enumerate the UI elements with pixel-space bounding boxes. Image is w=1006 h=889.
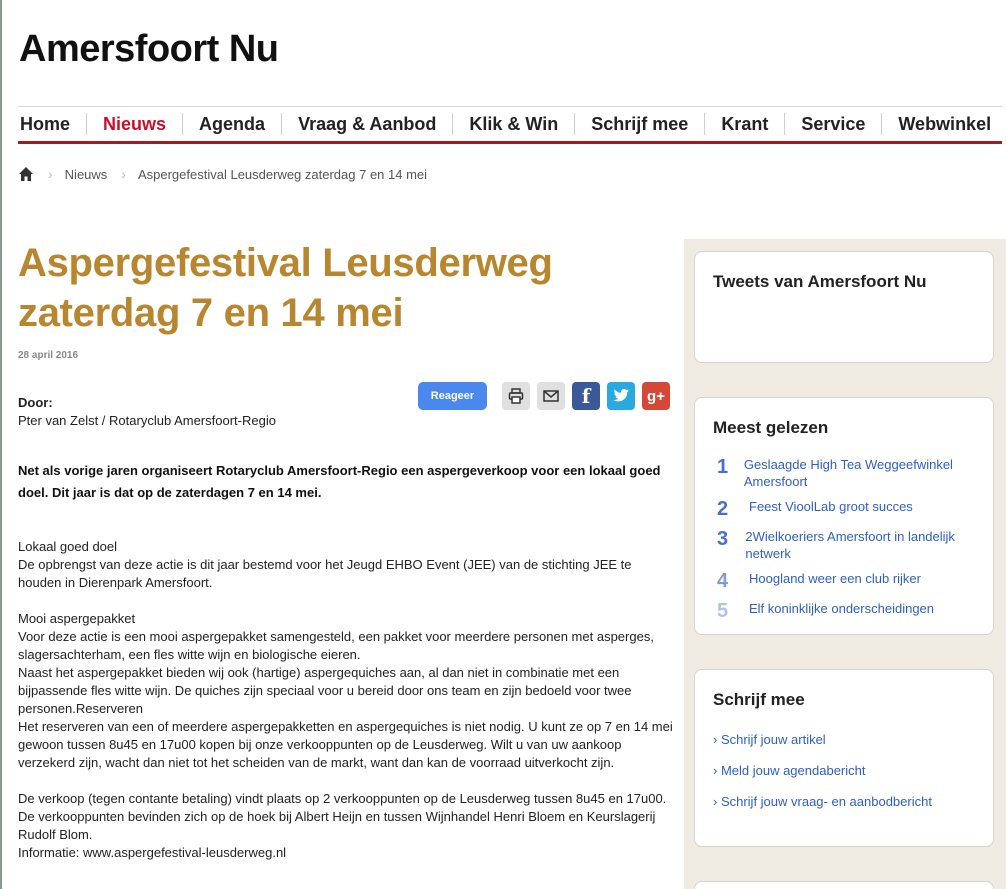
nav-klik-win[interactable]: Klik & Win <box>452 113 574 135</box>
article-author <box>18 394 276 430</box>
twitter-icon[interactable] <box>607 382 635 410</box>
write-along-card <box>694 669 994 847</box>
nav-nieuws[interactable]: Nieuws <box>86 113 182 135</box>
paragraph: Voor deze actie is een mooi aspergepakket samengesteld, een pakket voor meerdere personen met asperges, slagersachterham, een fles witte wijn en biologische eieren. <box>18 629 654 662</box>
nav-home[interactable]: Home <box>20 114 71 134</box>
site-logo-title[interactable]: Amersfoort Nu <box>19 28 279 70</box>
chevron-right-icon: › <box>48 166 53 182</box>
tweets-title: Tweets van Amersfoort Nu <box>713 272 927 291</box>
rank-number: 4 <box>717 570 729 592</box>
breadcrumb-current: Aspergefestival Leusderweg zaterdag 7 en 14 mei <box>137 166 428 182</box>
most-read-link[interactable]: Geslaagde High Tea Weggeefwinkel Amersfoort <box>743 457 953 489</box>
write-along-list <box>713 732 975 809</box>
paragraph: Het reserveren van een of meerdere aspergepakketten en aspergequiches is niet nodig. U kunt ze op 7 en 14 mei gewoon tussen 8u45 en 17u00 kopen bij onze verkooppunten op de Leusderweg. Wilt u van uw aankoop verzekerd zijn, wacht dan niet tot het scheiden van de markt, want dan kan de voorraad uitverkocht zijn. <box>18 719 673 770</box>
article-header <box>18 238 678 361</box>
rank-number: 3 <box>717 528 729 550</box>
list-item <box>713 528 975 562</box>
author-label: Door: <box>18 395 53 410</box>
most-read-link[interactable]: 2Wielkoeriers Amersfoort in landelijk netwerk <box>745 529 955 561</box>
page-left-border <box>0 0 2 889</box>
author-name: Pter van Zelst / Rotaryclub Amersfoort-Regio <box>18 413 276 428</box>
tweets-card <box>694 251 994 363</box>
facebook-icon[interactable]: f <box>572 382 600 410</box>
mail-icon[interactable] <box>537 382 565 410</box>
paragraph: De opbrengst van deze actie is dit jaar bestemd voor het Jeugd EHBO Event (JEE) van de stichting JEE te houden in Dierenpark Amersfoort. <box>18 557 632 590</box>
write-article-link[interactable]: › Schrijf jouw artikel <box>713 732 826 747</box>
most-read-list <box>713 456 975 622</box>
paragraph: Lokaal goed doel <box>18 539 118 554</box>
article-lead: Net als vorige jaren organiseert Rotaryclub Amersfoort-Regio een aspergeverkoop voor een lokaal goed doel. Dit jaar is dat op de zaterdagen 7 en 14 mei. <box>18 463 661 500</box>
nav-schrijf-mee[interactable]: Schrijf mee <box>574 113 704 135</box>
nav-krant[interactable]: Krant <box>704 113 784 135</box>
paragraph: De verkoop (tegen contante betaling) vindt plaats op 2 verkooppunten op de Leusderweg tussen 8u45 en 17u00. De verkooppunten bevinden zich op de hoek bij Albert Heijn en tussen Wijnhandel Henri Bloem en Keurslagerij Rudolf Blom. <box>18 791 667 842</box>
write-along-title: Schrijf mee <box>713 690 805 709</box>
submit-ad-link[interactable]: › Schrijf jouw vraag- en aanbodbericht <box>713 794 932 809</box>
nav-vraag-aanbod[interactable]: Vraag & Aanbod <box>281 113 452 135</box>
nav-webwinkel[interactable]: Webwinkel <box>881 113 1006 135</box>
googleplus-icon[interactable]: g+ <box>642 382 670 410</box>
home-icon[interactable] <box>18 166 34 182</box>
article-body <box>18 538 678 862</box>
submit-agenda-link[interactable]: › Meld jouw agendabericht <box>713 763 866 778</box>
sidebar-next-card <box>694 881 994 889</box>
paragraph: Informatie: www.aspergefestival-leusderweg.nl <box>18 845 287 860</box>
nav-service[interactable]: Service <box>784 113 881 135</box>
nav-agenda[interactable]: Agenda <box>182 113 281 135</box>
list-item <box>713 456 975 490</box>
list-item <box>713 600 975 622</box>
breadcrumb <box>18 164 427 184</box>
breadcrumb-nieuws[interactable]: Nieuws <box>64 166 108 182</box>
list-item <box>713 498 975 520</box>
most-read-link[interactable]: Elf koninklijke onderscheidingen <box>749 601 935 616</box>
most-read-card <box>694 397 994 635</box>
sidebar <box>684 239 1006 889</box>
article-title: Aspergefestival Leusderweg zaterdag 7 en 14 mei <box>18 241 553 335</box>
main-nav <box>18 106 1002 144</box>
chevron-right-icon: › <box>121 166 126 182</box>
print-icon[interactable] <box>502 382 530 410</box>
most-read-title: Meest gelezen <box>713 418 829 437</box>
paragraph: Naast het aspergepakket bieden wij ook (hartige) aspergequiches aan, al dan niet in combinatie met een bijpassende fles witte wijn. De quiches zijn speciaal voor u bereid door ons team en zijn bedoeld voor twee personen.Reserveren <box>18 665 632 716</box>
rank-number: 5 <box>717 600 729 622</box>
most-read-link[interactable]: Feest VioolLab groot succes <box>749 499 913 514</box>
share-bar <box>418 382 670 410</box>
list-item <box>713 570 975 592</box>
rank-number: 2 <box>717 498 729 520</box>
paragraph: Mooi aspergepakket <box>18 611 136 626</box>
most-read-link[interactable]: Hoogland weer een club rijker <box>749 571 921 586</box>
reageer-button[interactable]: Reageer <box>418 382 487 410</box>
rank-number: 1 <box>717 456 729 478</box>
article-date: 28 april 2016 <box>18 350 79 361</box>
